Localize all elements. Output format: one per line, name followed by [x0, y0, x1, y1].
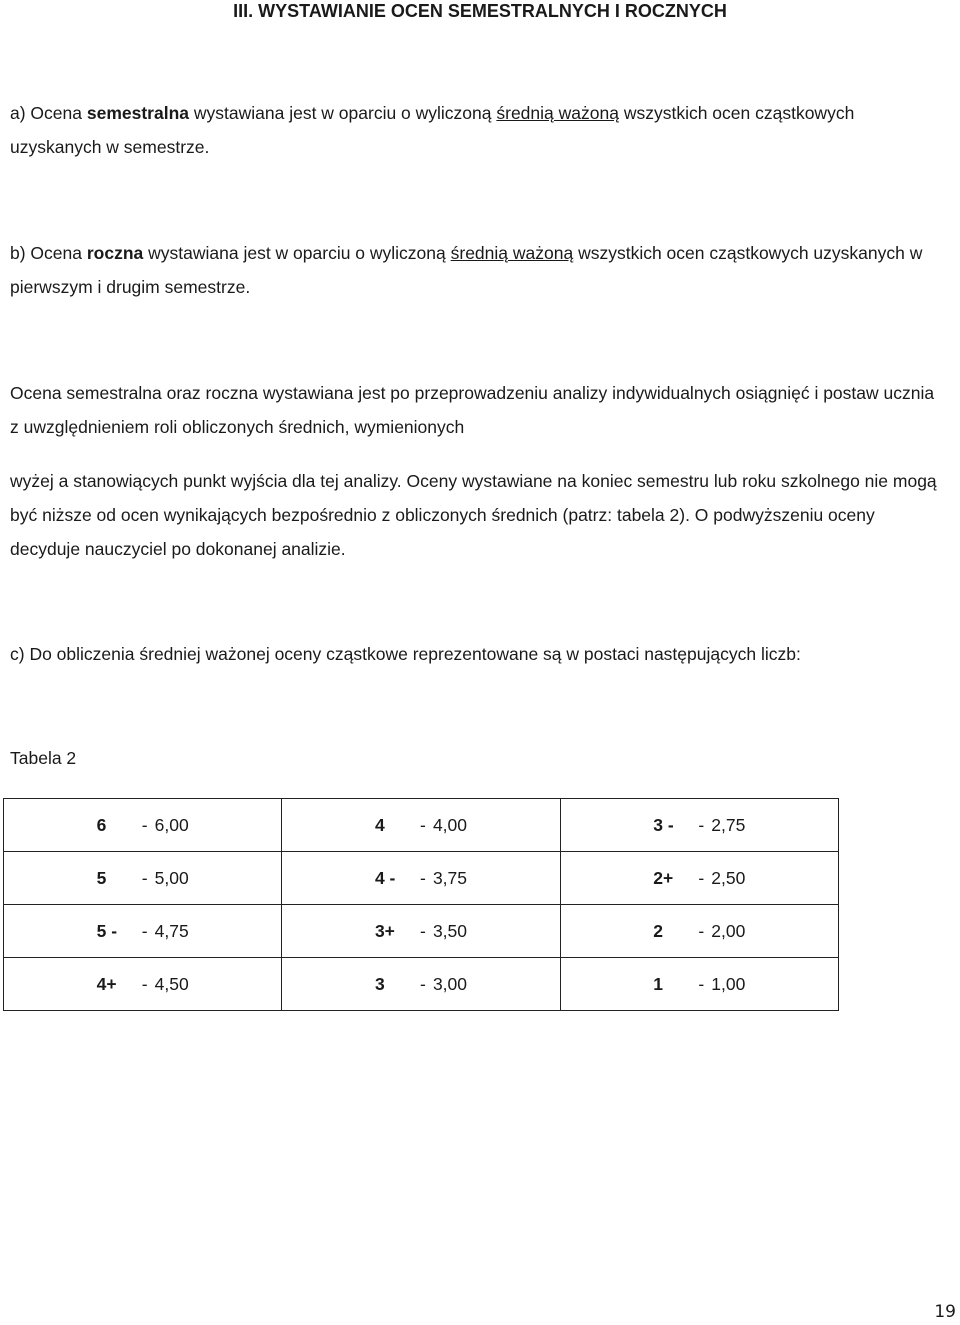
grade-value: 2,00	[711, 920, 746, 941]
grade-mapping	[282, 921, 559, 942]
table-row	[4, 958, 839, 1011]
paragraph-b-underlined-term: średnią ważoną	[450, 243, 574, 263]
paragraph-b-suffix: wszystkich ocen cząstkowych uzyskanych w pierwszym i drugim semestrze.	[10, 243, 923, 297]
paragraph-a-underlined-term: średnią ważoną	[496, 103, 619, 123]
grade-value: 3,00	[432, 973, 468, 994]
table-row	[4, 905, 839, 958]
paragraph-b-middle: wystawiana jest w oparciu o wyliczoną	[143, 243, 451, 263]
table-cell	[4, 799, 282, 852]
grade-separator: -	[698, 867, 705, 888]
table-cell	[4, 958, 282, 1011]
paragraph-a-middle: wystawiana jest w oparciu o wyliczoną	[189, 103, 497, 123]
grade-mapping	[282, 868, 559, 889]
grade-value: 2,75	[711, 814, 746, 835]
paragraph-b-prefix: b) Ocena	[10, 243, 87, 263]
table-cell	[4, 852, 282, 905]
table-cell	[560, 958, 838, 1011]
grade-mapping	[561, 815, 838, 836]
grade-symbol: 3	[374, 973, 385, 994]
grade-value: 6,00	[154, 814, 189, 835]
grade-mapping	[561, 974, 838, 995]
page-number: 19	[934, 1302, 956, 1322]
grade-separator: -	[698, 814, 705, 835]
grade-value: 5,00	[154, 867, 189, 888]
paragraph-a-prefix: a) Ocena	[10, 103, 87, 123]
paragraph-ocena-part1: Ocena semestralna oraz roczna wystawiana jest po przeprowadzeniu analizy indywidualnych osiągnięć i postaw ucznia z uwzględnieniem roli obliczonych średnich, wymienionych	[10, 383, 935, 437]
paragraph-ocena-part2: wyżej a stanowiących punkt wyjścia dla tej analizy. Oceny wystawiane na koniec semestru lub roku szkolnego nie mogą być niższe od ocen wynikających bezpośrednio z obliczonych średnich (patrz: tabela 2). O podwyższeniu oceny decyduje nauczyciel po dokonanej analizie.	[10, 471, 937, 559]
table-cell	[4, 905, 282, 958]
grade-mapping	[4, 815, 281, 836]
table-cell	[282, 852, 560, 905]
paragraph-b	[10, 236, 945, 304]
grade-separator: -	[698, 920, 705, 941]
grade-symbol: 2	[653, 920, 664, 941]
grade-mapping	[4, 974, 281, 995]
grade-symbol: 3+	[374, 920, 395, 941]
table-cell	[560, 799, 838, 852]
grade-separator: -	[420, 920, 426, 941]
table-cell	[282, 905, 560, 958]
grade-symbol: 4	[374, 814, 385, 835]
grade-symbol: 6	[96, 814, 107, 835]
grade-value: 2,50	[711, 867, 746, 888]
grade-symbol: 2+	[653, 867, 674, 888]
table-cell	[560, 852, 838, 905]
table-label: Tabela 2	[10, 748, 77, 768]
grade-value: 3,75	[432, 867, 468, 888]
table-row	[4, 799, 839, 852]
grade-mapping	[282, 974, 559, 995]
grade-value: 1,00	[711, 973, 746, 994]
grade-separator: -	[141, 920, 148, 941]
grades-table	[3, 798, 839, 1011]
grade-value: 4,75	[154, 920, 189, 941]
grade-separator: -	[420, 814, 426, 835]
grade-mapping	[561, 868, 838, 889]
grade-symbol: 5 -	[96, 920, 118, 941]
grade-symbol: 3 -	[653, 814, 674, 835]
paragraph-a	[10, 96, 945, 164]
paragraph-a-bold-term: semestralna	[86, 103, 190, 123]
grade-symbol: 5	[96, 867, 107, 888]
table-cell	[560, 905, 838, 958]
grade-value: 3,50	[432, 920, 468, 941]
grade-mapping	[4, 868, 281, 889]
grade-separator: -	[420, 867, 426, 888]
grade-symbol: 4 -	[374, 867, 396, 888]
grade-separator: -	[420, 973, 426, 994]
page-title: III. WYSTAWIANIE OCEN SEMESTRALNYCH I ROCZNYCH	[233, 1, 727, 21]
table-cell	[282, 799, 560, 852]
grade-symbol: 4+	[96, 973, 117, 994]
paragraph-c: c) Do obliczenia średniej ważonej oceny cząstkowe reprezentowane są w postaci następujących liczb:	[10, 644, 801, 664]
grade-separator: -	[141, 814, 148, 835]
table-cell	[282, 958, 560, 1011]
table-row	[4, 852, 839, 905]
grade-value: 4,00	[432, 814, 468, 835]
grade-separator: -	[698, 973, 705, 994]
grade-mapping	[561, 921, 838, 942]
grades-table-body	[4, 799, 839, 1011]
grade-symbol: 1	[653, 973, 664, 994]
grade-separator: -	[141, 867, 148, 888]
grade-value: 4,50	[154, 973, 189, 994]
paragraph-b-bold-term: roczna	[86, 243, 144, 263]
grade-separator: -	[141, 973, 148, 994]
grade-mapping	[4, 921, 281, 942]
paragraph-a-suffix: wszystkich ocen cząstkowych uzyskanych w semestrze.	[10, 103, 855, 157]
grade-mapping	[282, 815, 559, 836]
